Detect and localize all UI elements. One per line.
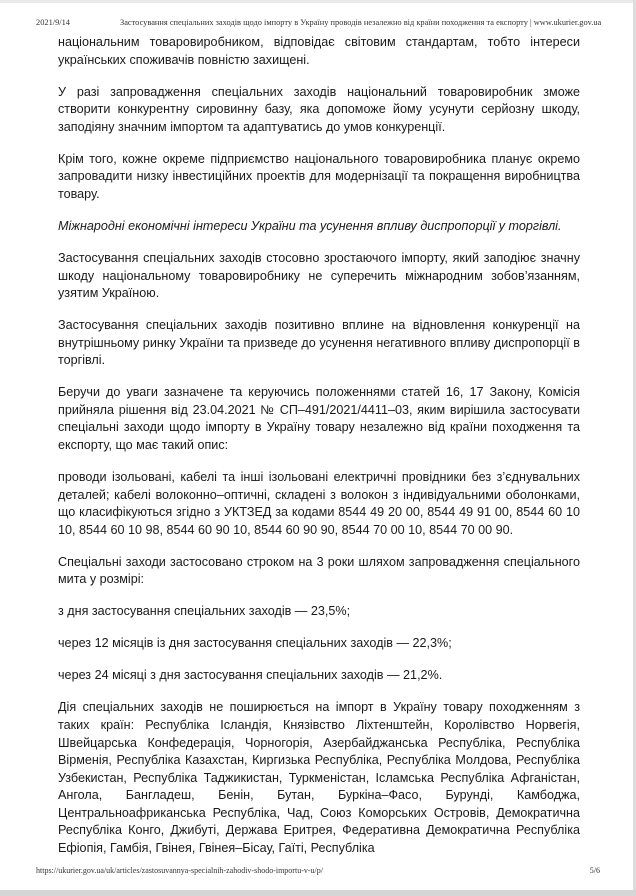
- duty-rate-item: через 24 місяці з дня застосування спеціальних заходів — 21,2%.: [58, 668, 443, 683]
- paragraph: національним товаровиробником, відповідає світовим стандартам, тобто інтереси українських споживачів повністю захищені.: [58, 35, 580, 67]
- print-footer: [36, 866, 600, 878]
- paragraph: Спеціальні заходи застосовано строком на 3 роки шляхом запровадження спеціального мита у розмірі:: [58, 554, 580, 587]
- print-title: Застосування спеціальних заходів щодо імпорту в Україну проводів незалежно від країни походження та експорту | www.ukurier.gov.ua: [120, 18, 602, 27]
- paragraph: Крім того, кожне окреме підприємство національного товаровиробника планує окремо запровадити низку інвестиційних проектів для модернізації та покращення виробництва товару.: [58, 151, 580, 201]
- paragraph: Дія спеціальних заходів не поширюється на імпорт в Україну товару походженням з таких країн: Республіка Ісландія, Князівство Ліхтенштейн, Королівство Норвегія, Швейцарська Конфедерація, Чорногорія, Азербайджанська Республіка, Республіка Вірменія, Республіка Казахстан, Киргизька Республіка, Республіка Молдова, Республіка Узбекистан, Республіка Таджикистан, Туркменістан, Ісламська Республіка Афганістан, Ангола, Бангладеш, Бенін, Бутан, Буркіна–Фасо, Бурунді, Камбоджа, Центральноафриканська Республіка, Чад, Союз Коморських Островів, Демократична Республіка Конго, Джибуті, Держава Еритрея, Федеративна Демократична Республіка Ефіопія, Гамбія, Гвінея, Гвінея–Бісау, Гаїті, Республіка: [58, 700, 580, 856]
- paragraph: проводи ізольовані, кабелі та інші ізольовані електричні провідники без з’єднувальних деталей; кабелі волоконно–оптичні, складені з волокон з індивідуальними оболонками, що класифікуються згідно з УКТЗЕД за кодами 8544 49 20 00, 8544 49 91 00, 8544 60 10 10, 8544 60 10 98, 8544 60 90 10, 8544 60 90 90, 8544 70 00 10, 8544 70 00 90.: [58, 470, 580, 537]
- paragraph: Беручи до уваги зазначене та керуючись положеннями статей 16, 17 Закону, Комісія прийняла рішення від 23.04.2021 № СП–491/2021/4411–03, яким вирішила застосувати спеціальні заходи щодо імпорту в Україну товару незалежно від країни походження та експорту, що має такий опис:: [58, 385, 580, 453]
- page-frame-top: [0, 0, 636, 3]
- print-url: https://ukurier.gov.ua/uk/articles/zastosuvannya-specialnih-zahodiv-shodo-importu-v-u/p/: [36, 866, 323, 875]
- duty-rate-item: з дня застосування спеціальних заходів — 23,5%;: [58, 604, 351, 619]
- page-number: 5/6: [589, 866, 600, 875]
- duty-rate-item: через 12 місяців із дня застосування спеціальних заходів — 22,3%;: [58, 636, 452, 651]
- paragraph: У разі запровадження спеціальних заходів національний товаровиробник зможе створити конкурентну сировинну базу, яка допоможе йому усунути серйозну шкоду, заподіяну значним імпортом та адаптуватись до умов конкуренції.: [58, 84, 580, 134]
- print-date: 2021/9/14: [36, 18, 70, 27]
- page-frame-bottom: [0, 890, 636, 896]
- section-heading: Міжнародні економічні інтереси України та усунення впливу диспропорції у торгівлі.: [58, 218, 562, 233]
- paragraph: Застосування спеціальних заходів позитивно вплине на відновлення конкуренції на внутрішньому ринку України та призведе до усунення негативного впливу диспропорції в торгівлі.: [58, 318, 580, 368]
- article-body: [58, 34, 580, 872]
- paragraph: Застосування спеціальних заходів стосовно зростаючого імпорту, який заподіює значну шкоду національному товаровиробнику не суперечить міжнародним зобов’язанням, узятим Україною.: [58, 250, 580, 301]
- print-header: [36, 18, 600, 32]
